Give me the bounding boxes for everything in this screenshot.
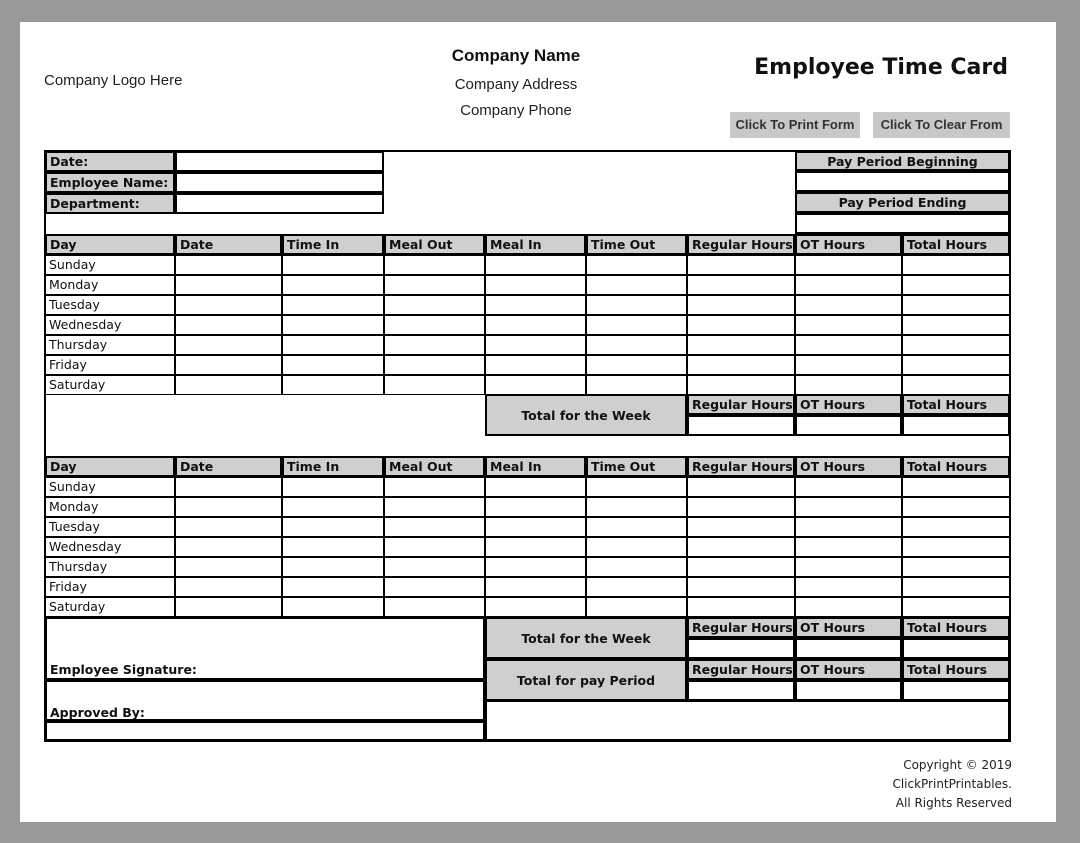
week1-regular-hours-input[interactable]: [687, 315, 795, 335]
week2-date-input[interactable]: [175, 497, 282, 517]
week1-ot-hours-input[interactable]: [795, 335, 902, 355]
week2-date-input[interactable]: [175, 597, 282, 617]
week2-ot-hours-input[interactable]: [795, 557, 902, 577]
week1-header-meal-out: Meal Out: [384, 234, 485, 255]
week1-time-out-input[interactable]: [586, 295, 687, 315]
week2-date-input[interactable]: [175, 577, 282, 597]
week2-meal-out-input[interactable]: [384, 557, 485, 577]
week1-total-hours-input[interactable]: [902, 275, 1010, 295]
week1-meal-in-input[interactable]: [485, 275, 586, 295]
week1-header-total-hours: Total Hours: [902, 234, 1010, 255]
week2-header-ot-hours: OT Hours: [795, 456, 902, 477]
copyright-text: Copyright © 2019 ClickPrintPrintables.: [892, 758, 1012, 791]
week2-time-out-input[interactable]: [586, 497, 687, 517]
week2-meal-in-input[interactable]: [485, 477, 586, 497]
week1-total-hours-input[interactable]: [902, 315, 1010, 335]
week2-time-in-input[interactable]: [282, 597, 384, 617]
week2-regular-hours-input[interactable]: [687, 597, 795, 617]
week2-meal-out-input[interactable]: [384, 477, 485, 497]
week2-day-label: Thursday: [45, 557, 175, 577]
week2-ot-hours-input[interactable]: [795, 477, 902, 497]
week2-meal-in-input[interactable]: [485, 497, 586, 517]
week2-time-out-input[interactable]: [586, 597, 687, 617]
week1-header-time-in: Time In: [282, 234, 384, 255]
employee-signature-label: Employee Signature:: [45, 617, 485, 680]
week1-meal-out-input[interactable]: [384, 375, 485, 395]
week2-meal-in-input[interactable]: [485, 517, 586, 537]
week1-time-out-input[interactable]: [586, 335, 687, 355]
week1-time-out-input[interactable]: [586, 275, 687, 295]
week1-date-input[interactable]: [175, 295, 282, 315]
week1-time-out-input[interactable]: [586, 375, 687, 395]
week2-header-day: Day: [45, 456, 175, 477]
week1-meal-in-input[interactable]: [485, 295, 586, 315]
week2-meal-in-input[interactable]: [485, 597, 586, 617]
week2-meal-in-input[interactable]: [485, 537, 586, 557]
week1-day-label: Monday: [45, 275, 175, 295]
week2-day-label: Tuesday: [45, 517, 175, 537]
week2-time-in-input[interactable]: [282, 557, 384, 577]
week1-time-in-input[interactable]: [282, 315, 384, 335]
week1-regular-hours-input[interactable]: [687, 275, 795, 295]
week2-total-hours-input[interactable]: [902, 497, 1010, 517]
week1-time-in-input[interactable]: [282, 355, 384, 375]
week2-total-regular-label: Regular Hours: [687, 617, 795, 638]
week1-total-total-label: Total Hours: [902, 394, 1010, 415]
pay-period-total-regular-label: Regular Hours: [687, 659, 795, 680]
week2-regular-hours-input[interactable]: [687, 537, 795, 557]
week1-header-date: Date: [175, 234, 282, 255]
week2-meal-out-input[interactable]: [384, 517, 485, 537]
week2-time-in-input[interactable]: [282, 537, 384, 557]
week1-time-in-input[interactable]: [282, 335, 384, 355]
week1-time-in-input[interactable]: [282, 255, 384, 275]
week2-time-out-input[interactable]: [586, 557, 687, 577]
week1-date-input[interactable]: [175, 315, 282, 335]
pay-period-total-ot-label: OT Hours: [795, 659, 902, 680]
week1-total-hours-input[interactable]: [902, 255, 1010, 275]
week1-total-hours-input[interactable]: [902, 295, 1010, 315]
week2-regular-hours-input[interactable]: [687, 557, 795, 577]
date-label: Date:: [45, 151, 175, 172]
print-form-button[interactable]: Click To Print Form: [730, 112, 860, 138]
week2-date-input[interactable]: [175, 557, 282, 577]
week1-date-input[interactable]: [175, 355, 282, 375]
approved-by-label: Approved By:: [45, 680, 485, 721]
week2-header-time-out: Time Out: [586, 456, 687, 477]
week2-regular-hours-input[interactable]: [687, 477, 795, 497]
week2-meal-out-input[interactable]: [384, 537, 485, 557]
week1-time-in-input[interactable]: [282, 375, 384, 395]
week2-total-ot-input[interactable]: [795, 638, 902, 659]
week2-time-in-input[interactable]: [282, 577, 384, 597]
page-title: Employee Time Card: [754, 55, 1008, 80]
week1-meal-out-input[interactable]: [384, 355, 485, 375]
week2-date-input[interactable]: [175, 537, 282, 557]
week1-meal-in-input[interactable]: [485, 355, 586, 375]
week1-regular-hours-input[interactable]: [687, 335, 795, 355]
week1-total-hours-input[interactable]: [902, 355, 1010, 375]
week1-ot-hours-input[interactable]: [795, 315, 902, 335]
week2-total-total-label: Total Hours: [902, 617, 1010, 638]
week1-meal-in-input[interactable]: [485, 335, 586, 355]
company-address: Company Address: [454, 76, 578, 93]
week2-total-regular-input[interactable]: [687, 638, 795, 659]
week2-day-label: Friday: [45, 577, 175, 597]
pay-period-ending-label: Pay Period Ending: [795, 192, 1010, 213]
pay-period-total-total-label: Total Hours: [902, 659, 1010, 680]
week2-regular-hours-input[interactable]: [687, 497, 795, 517]
employee-name-label: Employee Name:: [45, 172, 175, 193]
department-input[interactable]: [175, 193, 384, 214]
week1-ot-hours-input[interactable]: [795, 255, 902, 275]
week1-ot-hours-input[interactable]: [795, 375, 902, 395]
week1-date-input[interactable]: [175, 275, 282, 295]
pay-period-beginning-label: Pay Period Beginning: [795, 151, 1010, 171]
week1-ot-hours-input[interactable]: [795, 295, 902, 315]
week2-time-in-input[interactable]: [282, 497, 384, 517]
week1-time-out-input[interactable]: [586, 255, 687, 275]
week1-header-meal-in: Meal In: [485, 234, 586, 255]
week1-time-out-input[interactable]: [586, 355, 687, 375]
week2-day-label: Monday: [45, 497, 175, 517]
week1-time-in-input[interactable]: [282, 275, 384, 295]
week1-regular-hours-input[interactable]: [687, 255, 795, 275]
week2-time-in-input[interactable]: [282, 517, 384, 537]
pay-period-beginning-input[interactable]: [795, 171, 1010, 192]
week2-meal-in-input[interactable]: [485, 577, 586, 597]
week1-total-ot-input[interactable]: [795, 415, 902, 436]
week2-meal-out-input[interactable]: [384, 497, 485, 517]
date-input[interactable]: [175, 151, 384, 172]
company-name: Company Name: [451, 46, 581, 65]
week1-day-label: Tuesday: [45, 295, 175, 315]
pay-period-total-label: Total for pay Period: [485, 659, 687, 701]
week2-meal-out-input[interactable]: [384, 597, 485, 617]
notes-area[interactable]: [485, 700, 1010, 741]
week1-date-input[interactable]: [175, 335, 282, 355]
week1-date-input[interactable]: [175, 375, 282, 395]
week1-day-label: Sunday: [45, 255, 175, 275]
week1-meal-in-input[interactable]: [485, 255, 586, 275]
week2-time-out-input[interactable]: [586, 577, 687, 597]
week2-day-label: Saturday: [45, 597, 175, 617]
week1-meal-out-input[interactable]: [384, 295, 485, 315]
week2-date-input[interactable]: [175, 517, 282, 537]
week1-meal-out-input[interactable]: [384, 275, 485, 295]
week2-header-time-in: Time In: [282, 456, 384, 477]
week1-regular-hours-input[interactable]: [687, 295, 795, 315]
department-label: Department:: [45, 193, 175, 214]
week2-total-hours-input[interactable]: [902, 477, 1010, 497]
week2-date-input[interactable]: [175, 477, 282, 497]
week2-day-label: Wednesday: [45, 537, 175, 557]
week2-time-out-input[interactable]: [586, 537, 687, 557]
week2-meal-in-input[interactable]: [485, 557, 586, 577]
week2-time-out-input[interactable]: [586, 517, 687, 537]
week1-header-day: Day: [45, 234, 175, 255]
week1-meal-in-input[interactable]: [485, 315, 586, 335]
week1-regular-hours-input[interactable]: [687, 355, 795, 375]
week1-header-regular-hours: Regular Hours: [687, 234, 795, 255]
week1-total-ot-label: OT Hours: [795, 394, 902, 415]
week2-time-in-input[interactable]: [282, 477, 384, 497]
week1-total-total-input[interactable]: [902, 415, 1010, 436]
week1-total-hours-input[interactable]: [902, 335, 1010, 355]
time-card-form: [20, 22, 1056, 822]
week1-time-out-input[interactable]: [586, 315, 687, 335]
week2-total-hours-input[interactable]: [902, 557, 1010, 577]
week2-total-total-input[interactable]: [902, 638, 1010, 659]
week2-total-hours-input[interactable]: [902, 517, 1010, 537]
rights-text: All Rights Reserved: [895, 796, 1012, 810]
week2-time-out-input[interactable]: [586, 477, 687, 497]
pay-period-ending-input[interactable]: [795, 213, 1010, 234]
week2-total-hours-input[interactable]: [902, 577, 1010, 597]
week2-ot-hours-input[interactable]: [795, 597, 902, 617]
employee-name-input[interactable]: [175, 172, 384, 193]
week1-header-time-out: Time Out: [586, 234, 687, 255]
week2-total-hours-input[interactable]: [902, 597, 1010, 617]
week2-header-total-hours: Total Hours: [902, 456, 1010, 477]
pay-period-total-regular-input[interactable]: [687, 680, 795, 701]
week1-total-label: Total for the Week: [485, 394, 687, 436]
week1-meal-out-input[interactable]: [384, 335, 485, 355]
week1-day-label: Friday: [45, 355, 175, 375]
week2-ot-hours-input[interactable]: [795, 577, 902, 597]
company-phone: Company Phone: [460, 102, 572, 119]
week1-regular-hours-input[interactable]: [687, 375, 795, 395]
week2-ot-hours-input[interactable]: [795, 497, 902, 517]
week1-time-in-input[interactable]: [282, 295, 384, 315]
week1-total-hours-input[interactable]: [902, 375, 1010, 395]
week1-date-input[interactable]: [175, 255, 282, 275]
week2-meal-out-input[interactable]: [384, 577, 485, 597]
week1-ot-hours-input[interactable]: [795, 275, 902, 295]
week1-ot-hours-input[interactable]: [795, 355, 902, 375]
week2-header-regular-hours: Regular Hours: [687, 456, 795, 477]
week1-header-ot-hours: OT Hours: [795, 234, 902, 255]
week1-total-regular-input[interactable]: [687, 415, 795, 436]
week1-meal-out-input[interactable]: [384, 255, 485, 275]
week2-header-meal-out: Meal Out: [384, 456, 485, 477]
week1-day-label: Saturday: [45, 375, 175, 395]
approved-by-input[interactable]: [45, 721, 485, 741]
week2-header-date: Date: [175, 456, 282, 477]
week2-total-ot-label: OT Hours: [795, 617, 902, 638]
clear-form-button[interactable]: Click To Clear From: [873, 112, 1010, 138]
week1-meal-out-input[interactable]: [384, 315, 485, 335]
pay-period-total-total-input[interactable]: [902, 680, 1010, 701]
week1-day-label: Wednesday: [45, 315, 175, 335]
time-card-page: [20, 22, 1056, 822]
week2-total-hours-input[interactable]: [902, 537, 1010, 557]
week2-day-label: Sunday: [45, 477, 175, 497]
week2-ot-hours-input[interactable]: [795, 537, 902, 557]
week1-total-regular-label: Regular Hours: [687, 394, 795, 415]
company-logo-placeholder: Company Logo Here: [44, 72, 183, 89]
week2-header-meal-in: Meal In: [485, 456, 586, 477]
week1-meal-in-input[interactable]: [485, 375, 586, 395]
week2-regular-hours-input[interactable]: [687, 577, 795, 597]
week2-total-label: Total for the Week: [485, 617, 687, 659]
pay-period-total-ot-input[interactable]: [795, 680, 902, 701]
week2-regular-hours-input[interactable]: [687, 517, 795, 537]
week2-ot-hours-input[interactable]: [795, 517, 902, 537]
week1-day-label: Thursday: [45, 335, 175, 355]
